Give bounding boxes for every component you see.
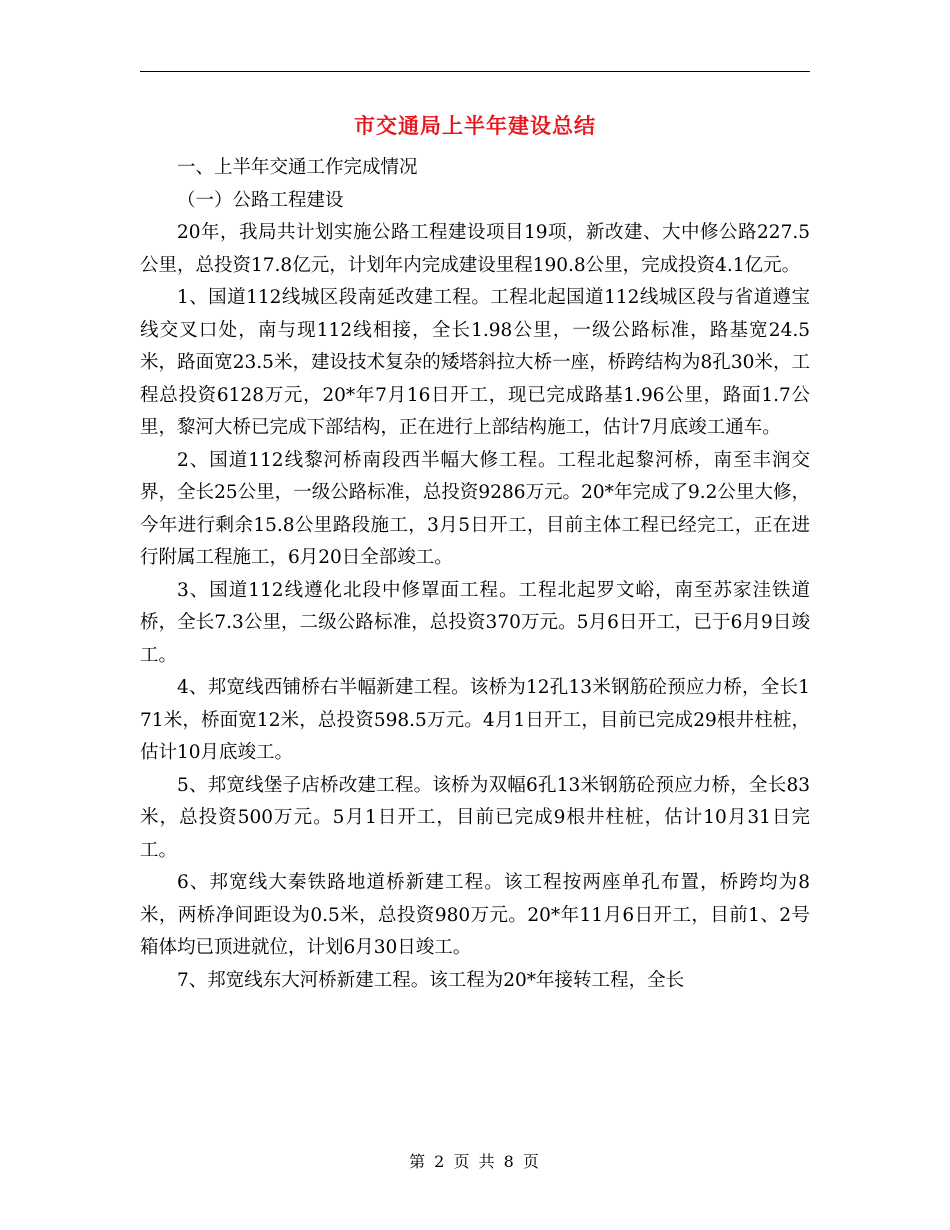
body-paragraph: 1、国道112线城区段南延改建工程。工程北起国道112线城区段与省道遵宝线交叉口处，南与现112线相接，全长1.98公里，一级公路标准，路基宽24.5米，路面宽23.5米，建设技术复杂的矮塔斜拉大桥一座，桥跨结构为8孔30米，工程总投资6128万元，20*年7月16日开工，现已完成路基1.96公里，路面1.7公里，黎河大桥已完成下部结构，正在进行上部结构施工，估计7月底竣工通车。 xyxy=(140,287,810,438)
document-title: 市交通局上半年建设总结 xyxy=(354,113,596,138)
body-paragraph: 3、国道112线遵化北段中修罩面工程。工程北起罗文峪，南至苏家洼铁道桥，全长7.3公里，二级公路标准，总投资370万元。5月6日开工，已于6月9日竣工。 xyxy=(140,579,810,666)
document-body xyxy=(140,152,810,997)
body-paragraph: 20年，我局共计划实施公路工程建设项目19项，新改建、大中修公路227.5公里，总投资17.8亿元，计划年内完成建设里程190.8公里，完成投资4.1亿元。 xyxy=(140,222,810,276)
body-paragraph: 7、邦宽线东大河桥新建工程。该工程为20*年接转工程，全长 xyxy=(177,969,685,991)
body-paragraph: 4、邦宽线西铺桥右半幅新建工程。该桥为12孔13米钢筋砼预应力桥，全长171米，桥面宽12米，总投资598.5万元。4月1日开工，目前已完成29根井柱桩，估计10月底竣工。 xyxy=(140,677,810,763)
header-rule xyxy=(140,71,810,72)
section-heading: 一、上半年交通工作完成情况 xyxy=(177,157,418,178)
body-paragraph: 5、邦宽线堡子店桥改建工程。该桥为双幅6孔13米钢筋砼预应力桥，全长83米，总投资500万元。5月1日开工，目前已完成9根井柱桩，估计10月31日完工。 xyxy=(140,774,810,861)
body-paragraph: 2、国道112线黎河桥南段西半幅大修工程。工程北起黎河桥，南至丰润交界，全长25公里，一级公路标准，总投资9286万元。20*年完成了9.2公里大修，今年进行剩余15.8公里路段施工，3月5日开工，目前主体工程已经完工，正在进行附属工程施工，6月20日全部竣工。 xyxy=(140,449,810,568)
page-number-footer: 第 2 页 共 8 页 xyxy=(409,1152,541,1171)
subsection-heading: （一）公路工程建设 xyxy=(177,189,344,211)
body-paragraph: 6、邦宽线大秦铁路地道桥新建工程。该工程按两座单孔布置，桥跨均为8米，两桥净间距设为0.5米，总投资980万元。20*年11月6日开工，目前1、2号箱体均已顶进就位，计划6月30日竣工。 xyxy=(140,872,810,958)
